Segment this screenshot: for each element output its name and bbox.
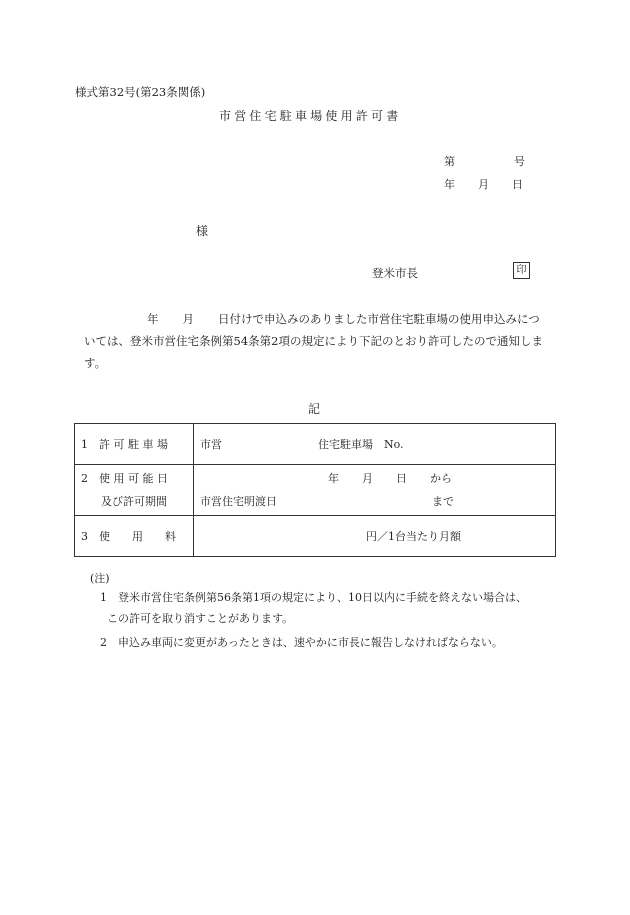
document-title: 市営住宅駐車場使用許可書 [219,109,402,123]
body-line-1-text: 日付けで申込みのありました市営住宅駐車場の使用申込みにつ [218,312,540,326]
usage-fee-unit: 円／1台当たり月額 [366,530,461,543]
body-year: 年 [147,312,159,326]
usage-fee-value [194,516,556,557]
date-day: 日 [512,178,523,191]
date-year: 年 [444,178,455,191]
addressee: 様 [196,224,209,238]
permitted-parking-value [194,424,556,465]
usage-from: から [430,472,452,485]
document-number-line [444,153,525,169]
usage-end-line [194,490,555,513]
permitted-parking-label: 1 許 可 駐 車 場 [75,424,194,465]
usage-period-label-2: 及び許可期間 [101,495,167,508]
table-row [75,516,556,557]
date-month: 月 [478,178,489,191]
ki-heading: 記 [308,402,321,416]
usage-start-line [194,467,555,490]
issue-date-line [444,176,523,192]
body-month: 月 [182,312,194,326]
usage-fee-label: 3 使 用 料 [75,516,194,557]
usage-year: 年 [328,472,339,485]
usage-period-value [194,465,556,516]
usage-day: 日 [396,472,407,485]
parking-suffix: 住宅駐車場 No. [318,438,404,451]
seal-mark: 印 [513,262,530,279]
usage-until: まで [432,495,454,508]
body-line-3: す。 [84,356,107,370]
detail-table [74,423,556,557]
table-row [75,424,556,465]
usage-period-label-1: 2 使 用 可 能 日 [81,472,168,485]
table-row [75,465,556,516]
body-line-1 [84,308,558,330]
number-suffix: 号 [514,155,525,168]
note-item-2: 2 申込み車両に変更があったときは、速やかに市長に報告しなければならない。 [100,636,503,649]
usage-month: 月 [362,472,373,485]
usage-end-start: 市営住宅明渡日 [200,495,277,508]
notes-title: (注) [90,572,110,585]
parking-prefix: 市営 [200,438,222,451]
body-text [84,308,558,374]
form-number: 様式第32号(第23条関係) [75,85,206,99]
note-item-1-line-2: この許可を取り消すことがあります。 [107,612,294,625]
note-item-1-line-1: 1 登米市営住宅条例第56条第1項の規定により、10日以内に手続を終えない場合は、 [100,591,527,604]
body-line-2: いては、登米市営住宅条例第54条第2項の規定により下記のとおり許可したので通知しま [84,334,543,348]
issuer-name: 登米市長 [372,266,418,280]
number-prefix: 第 [444,155,455,168]
usage-period-label [75,465,194,516]
